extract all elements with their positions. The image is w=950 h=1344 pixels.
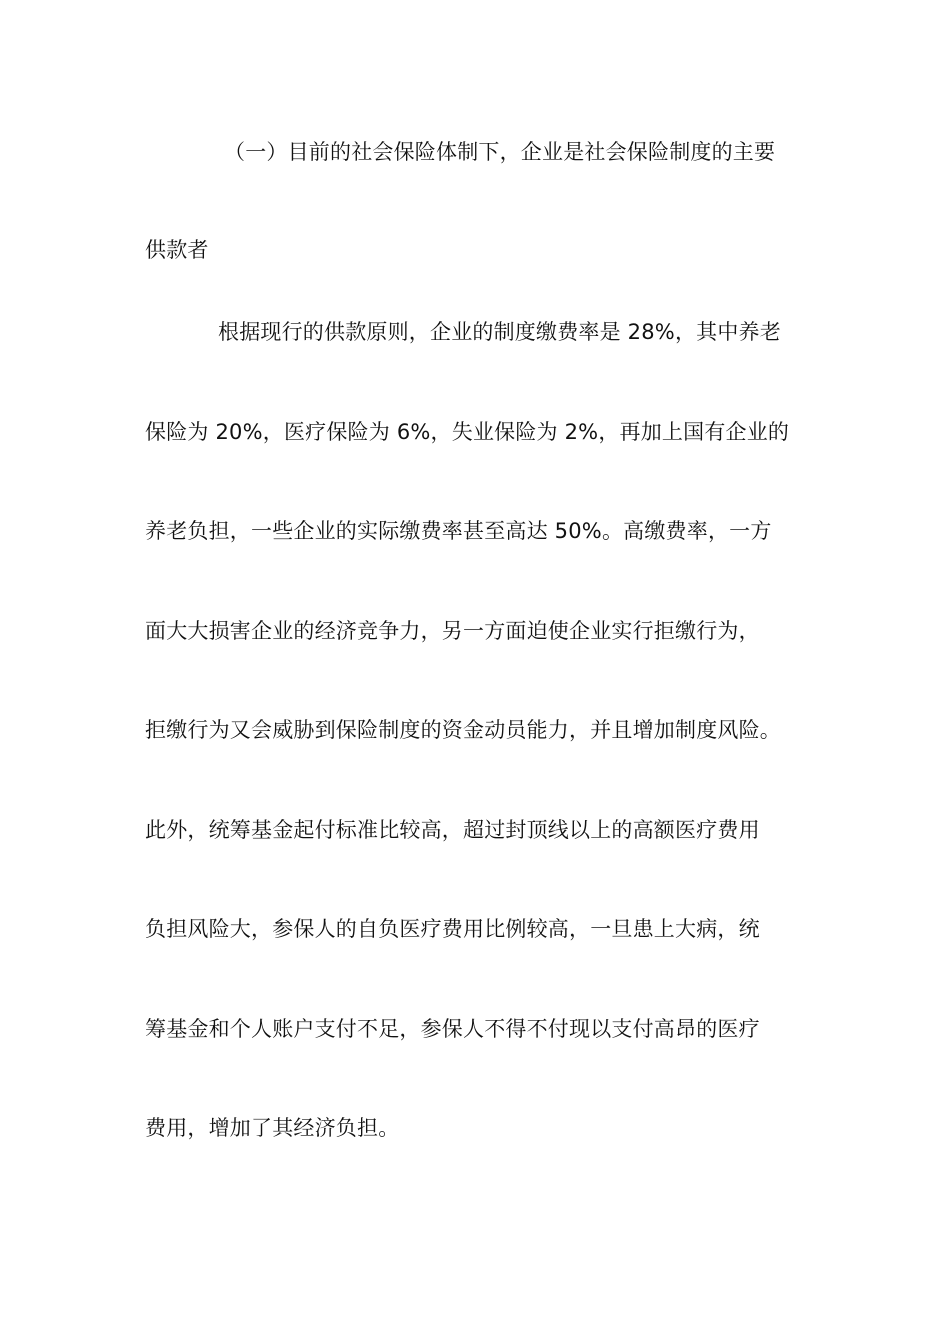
heading-line-2: 供款者 — [145, 238, 209, 262]
paragraph-line-1: 根据现行的供款原则，企业的制度缴费率是 28%，其中养老 — [218, 320, 781, 344]
paragraph-line-3: 养老负担，一些企业的实际缴费率甚至高达 50%。高缴费率，一方 — [145, 519, 772, 543]
heading-line-1: （一）目前的社会保险体制下，企业是社会保险制度的主要 — [224, 140, 776, 164]
paragraph-line-4: 面大大损害企业的经济竞争力，另一方面迫使企业实行拒缴行为， — [145, 619, 760, 643]
paragraph-line-2: 保险为 20%，医疗保险为 6%，失业保险为 2%，再加上国有企业的 — [145, 420, 790, 444]
paragraph-line-7: 负担风险大，参保人的自负医疗费用比例较高，一旦患上大病，统 — [145, 917, 760, 941]
paragraph-line-8: 筹基金和个人账户支付不足，参保人不得不付现以支付高昂的医疗 — [145, 1017, 760, 1041]
paragraph-line-9: 费用，增加了其经济负担。 — [145, 1116, 400, 1140]
paragraph-line-6: 此外，统筹基金起付标准比较高，超过封顶线以上的高额医疗费用 — [145, 818, 760, 842]
paragraph-line-5: 拒缴行为又会威胁到保险制度的资金动员能力，并且增加制度风险。 — [145, 718, 781, 742]
